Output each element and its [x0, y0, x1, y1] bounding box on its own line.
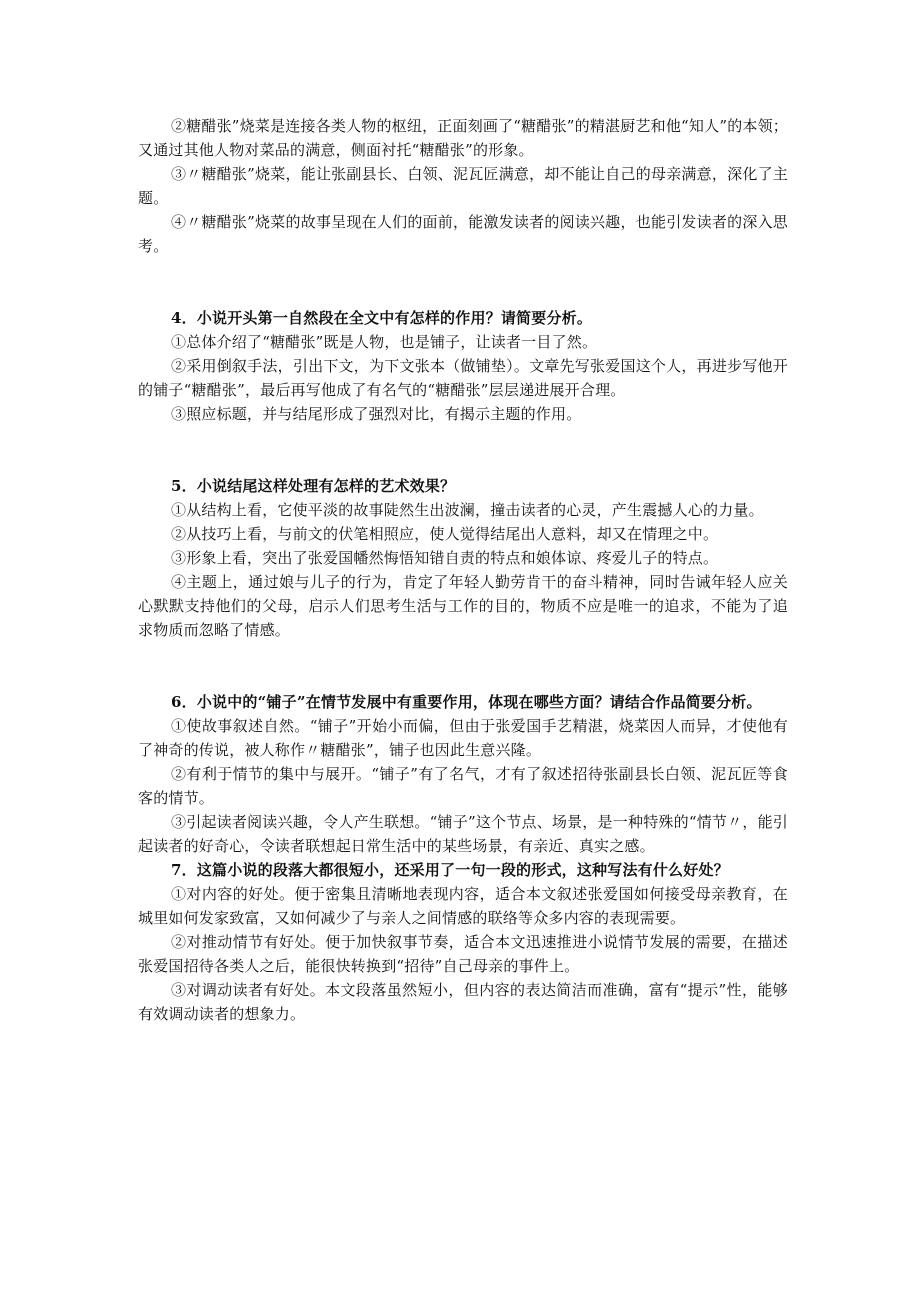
question-7-heading: 7．这篇小说的段落大都很短小，还采用了一句一段的形式，这种写法有什么好处？	[171, 861, 729, 879]
answer-paragraph: ④〃糖醋张”烧菜的故事呈现在人们的面前，能激发读者的阅读兴趣，也能引发读者的深入思考。	[138, 213, 788, 255]
answer-paragraph: ②有利于情节的集中与展开。“铺子”有了名气，才有了叙述招待张副县长白领、泥瓦匠等食客的情节。	[138, 765, 788, 807]
answer-paragraph: ③〃糖醋张”烧菜，能让张副县长、白领、泥瓦匠满意，却不能让自己的母亲满意，深化了主题。	[138, 165, 788, 207]
question-6-heading: 6．小说中的“铺子”在情节发展中有重要作用，体现在哪些方面？请结合作品简要分析。	[171, 693, 762, 711]
section-spacer	[138, 426, 788, 474]
question-4-heading: 4．小说开头第一自然段在全文中有怎样的作用？请简要分析。	[171, 309, 593, 327]
section-spacer	[138, 642, 788, 690]
answer-paragraph: ②从技巧上看，与前文的伏笔相照应，使人觉得结尾出人意料，却又在情理之中。	[171, 525, 719, 543]
document-page	[138, 114, 788, 1026]
answer-paragraph: ①从结构上看，它使平淡的故事陡然生出波澜，撞击读者的心灵，产生震撼人心的力量。	[171, 501, 764, 519]
answer-paragraph: ①总体介绍了“糖醋张”既是人物，也是铺子，让读者一目了然。	[171, 333, 598, 351]
answer-paragraph: ④主题上，通过娘与儿子的行为，肯定了年轻人勤劳肯干的奋斗精神，同时告诫年轻人应关心默默支持他们的父母，启示人们思考生活与工作的目的，物质不应是唯一的追求，不能为了追求物质而忽略了情感。	[138, 573, 788, 639]
section-spacer	[138, 258, 788, 306]
question-5-heading: 5．小说结尾这样处理有怎样的艺术效果？	[171, 477, 456, 495]
answer-paragraph: ③对调动读者有好处。本文段落虽然短小，但内容的表达简洁而准确，富有“提示”性，能够有效调动读者的想象力。	[138, 981, 788, 1023]
answer-paragraph: ②对推动情节有好处。便于加快叙事节奏，适合本文迅速推进小说情节发展的需要，在描述张爱国招待各类人之后，能很快转换到“招待”自己母亲的事件上。	[138, 933, 788, 975]
answer-paragraph: ③形象上看，突出了张爱国幡然悔悟知错自责的特点和娘体谅、疼爱儿子的特点。	[171, 549, 719, 567]
answer-paragraph: ①对内容的好处。便于密集且清晰地表现内容，适合本文叙述张爱国如何接受母亲教育，在城里如何发家致富，又如何减少了与亲人之间情感的联络等众多内容的表现需要。	[138, 885, 788, 927]
answer-paragraph: ③照应标题，并与结尾形成了强烈对比，有揭示主题的作用。	[171, 405, 582, 423]
answer-paragraph: ②采用倒叙手法，引出下文，为下文张本（做铺垫）。文章先写张爱国这个人，再进步写他开的铺子“糖醋张”，最后再写他成了有名气的“糖醋张”层层递进展开合理。	[138, 357, 788, 399]
answer-paragraph: ①使故事叙述自然。“铺子”开始小而偏，但由于张爱国手艺精湛，烧菜因人而异，才使他有了神奇的传说，被人称作〃糖醋张”，铺子也因此生意兴隆。	[138, 717, 788, 759]
answer-paragraph: ③引起读者阅读兴趣，令人产生联想。“铺子”这个节点、场景，是一种特殊的“情节〃，能引起读者的好奇心，令读者联想起日常生活中的某些场景，有亲近、真实之感。	[138, 813, 788, 855]
answer-paragraph: ②糖醋张”烧菜是连接各类人物的枢纽，正面刻画了“糖醋张”的精湛厨艺和他“知人”的本领；又通过其他人物对菜品的满意，侧面衬托“糖醋张”的形象。	[138, 117, 788, 159]
